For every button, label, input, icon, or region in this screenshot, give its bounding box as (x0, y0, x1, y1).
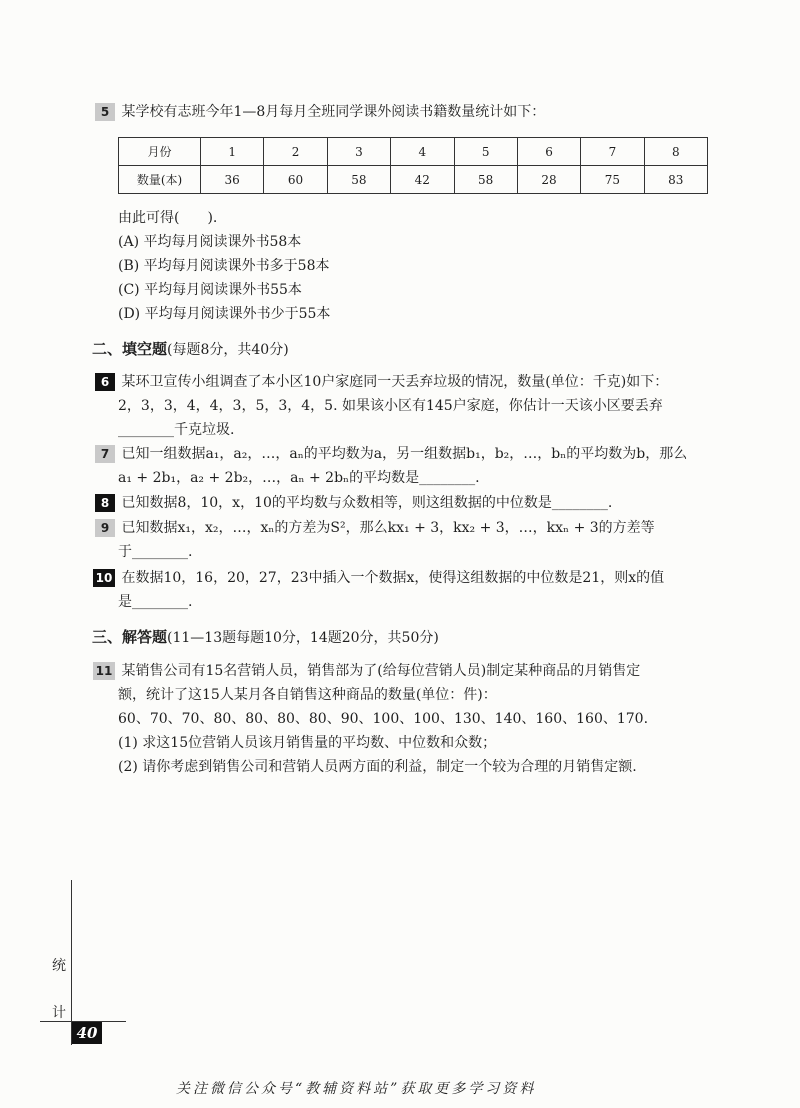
q9-text: 已知数据x₁，x₂，…，xₙ的方差为S²，那么kx₁ + 3，kx₂ + 3，…，kxₙ + 3的方差等 (121, 520, 655, 536)
section-title: 二、填空题 (92, 340, 168, 358)
table-cell: 75 (581, 166, 644, 194)
q7-line-1 (95, 444, 687, 464)
q7-text: 已知一组数据a₁，a₂，…，aₙ的平均数为a，另一组数据b₁，b₂，…，bₙ的平均数为b，那么 (121, 446, 688, 462)
q11-data: 60、70、70、80、80、80、80、90、100、100、130、140、160、160、170. (118, 711, 649, 727)
question-number: 10 (93, 569, 115, 587)
q5-prompt: 由此可得( ). (118, 210, 218, 226)
question-number: 7 (95, 445, 115, 463)
margin-label-tong: 统 (52, 958, 66, 974)
q11-text: 某销售公司有15名营销人员，销售部为了(给每位营销人员)制定某种商品的月销售定 (121, 663, 641, 679)
q11-line-1 (93, 661, 640, 681)
q6-line-2: 2，3，3，4，4，3，5，3，4，5. 如果该小区有145户家庭，你估计一天该小区要丢弃 (118, 398, 663, 414)
question-number: 11 (93, 662, 115, 680)
q10-text: 在数据10，16，20，27，23中插入一个数据x，使得这组数据的中位数是21，则x的值 (121, 570, 665, 586)
section-title: 三、解答题 (92, 628, 168, 646)
section-note: (每题8分，共40分) (167, 342, 289, 358)
q10-line-2: 是________. (118, 594, 193, 610)
q9-line-2: 于________. (118, 544, 193, 560)
q6-line-1 (95, 372, 668, 392)
table-cell: 5 (454, 138, 517, 166)
page-number: 40 (72, 1022, 102, 1044)
table-cell: 28 (517, 166, 580, 194)
q8-line-1 (95, 493, 612, 513)
q5-option-d: (D) 平均每月阅读课外书少于55本 (118, 306, 331, 322)
q8-text: 已知数据8，10，x，10的平均数与众数相等，则这组数据的中位数是________. (121, 495, 613, 511)
table-cell: 58 (327, 166, 390, 194)
q5-stem-text: 某学校有志班今年1—8月每月全班同学课外阅读书籍数量统计如下： (121, 104, 546, 120)
table-cell: 月份 (119, 138, 201, 166)
question-number: 8 (95, 494, 115, 512)
section-heading-answers (92, 626, 439, 647)
table-row (119, 166, 708, 194)
question-number: 6 (95, 373, 115, 391)
table-cell: 3 (327, 138, 390, 166)
question-number: 9 (95, 519, 115, 537)
q10-line-1 (93, 568, 664, 588)
table-cell: 7 (581, 138, 644, 166)
q5-option-b: (B) 平均每月阅读课外书多于58本 (118, 258, 330, 274)
table-cell: 36 (201, 166, 264, 194)
q6-text: 某环卫宣传小组调查了本小区10户家庭同一天丢弃垃圾的情况，数量(单位：千克)如下： (121, 374, 669, 390)
q6-line-3: ________千克垃圾. (118, 422, 235, 438)
table-cell: 1 (201, 138, 264, 166)
q11-part-2: (2) 请你考虑到销售公司和营销人员两方面的利益，制定一个较为合理的月销售定额. (118, 759, 637, 775)
table-cell: 4 (391, 138, 454, 166)
table-cell: 数量(本) (119, 166, 201, 194)
table-cell: 6 (517, 138, 580, 166)
q5-option-a: (A) 平均每月阅读课外书58本 (118, 234, 302, 250)
table-cell: 60 (264, 166, 327, 194)
reading-stats-table (118, 137, 708, 194)
question-number: 5 (95, 103, 115, 121)
table-cell: 83 (644, 166, 707, 194)
q11-line-2: 额，统计了这15人某月各自销售这种商品的数量(单位：件)： (118, 687, 497, 703)
section-note: (11—13题每题10分，14题20分，共50分) (167, 630, 439, 646)
table-row (119, 138, 708, 166)
margin-label-ji: 计 (52, 1005, 66, 1021)
section-heading-fill-in (92, 338, 289, 359)
q5-stem (95, 102, 545, 122)
table-cell: 42 (391, 166, 454, 194)
q11-part-1: (1) 求这15位营销人员该月销售量的平均数、中位数和众数； (118, 735, 497, 751)
table-cell: 2 (264, 138, 327, 166)
q5-option-c: (C) 平均每月阅读课外书55本 (118, 282, 302, 298)
q9-line-1 (95, 518, 655, 538)
footer-notice: 关注微信公众号“教辅资料站”获取更多学习资料 (176, 1081, 537, 1097)
q7-line-2: a₁ + 2b₁，a₂ + 2b₂，…，aₙ + 2bₙ的平均数是________. (118, 470, 480, 486)
table-cell: 58 (454, 166, 517, 194)
table-cell: 8 (644, 138, 707, 166)
